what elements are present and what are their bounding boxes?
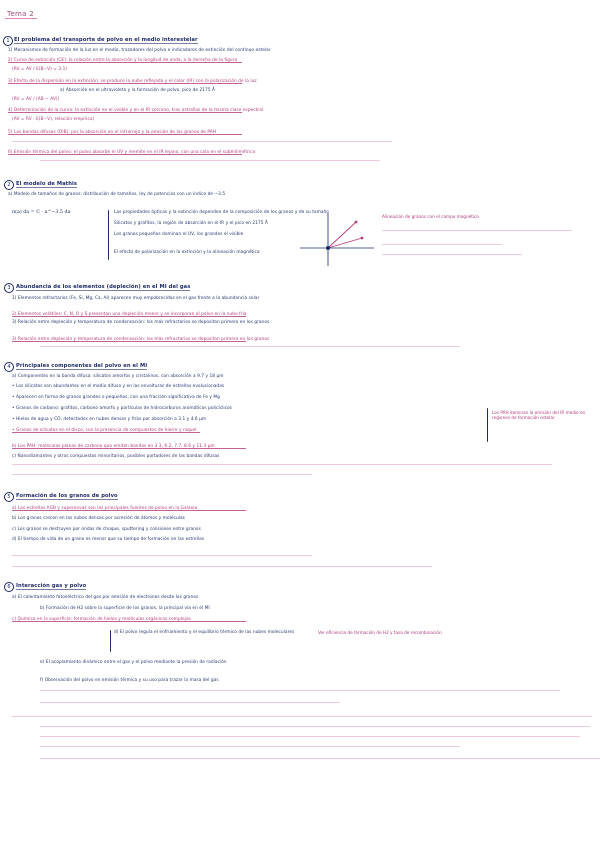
note-scribble — [40, 702, 340, 703]
section-number: 4 — [4, 362, 14, 372]
note-line: 1) Mecanismos de formación de la luz en el medio, trazadores del polvo e indicadores de extinción del continuo estelar — [8, 48, 271, 53]
note-line: a) Componentes en la banda difusa: silicatos amorfos y cristalinos, con absorción a 9.7 y 18 µm — [12, 374, 224, 379]
note-line: Los granos pequeños dominan el UV, los grandes el visible — [114, 232, 244, 237]
note-line: a) Las estrellas AGB y supernovas son las principales fuentes de polvo en la Galaxia — [12, 506, 597, 511]
note-scribble — [382, 230, 572, 231]
grain-alignment-diagram — [296, 208, 376, 268]
note-line: 2) Elementos volátiles: C, N, O y S presentan una depleción menor y se incorporan al polvo en la nube fría — [12, 312, 597, 317]
note-scribble — [382, 254, 522, 255]
note-line: 1) Elementos refractarios (Fe, Si, Mg, Ca, Al) aparecen muy empobrecidos en el gas frente a la abundancia solar — [12, 296, 260, 301]
note-scribble — [40, 726, 590, 727]
section-heading: Formación de los granos de polvo — [16, 493, 118, 499]
section-number: 1 — [3, 36, 13, 46]
note-line: 6) Emisión térmica del polvo: el polvo absorbe el UV y reemite en el IR lejano, con una cola en el submilimétrico — [8, 150, 593, 155]
brace — [487, 408, 488, 442]
note-line: 5) Las bandas difusas (DIB), por la absorción en el infrarrojo y la emisión de los granos de PAH — [8, 130, 593, 135]
diagram-label: Alineación de granos con el campo magnético — [382, 214, 479, 219]
section-number: 5 — [4, 492, 14, 502]
brace — [110, 630, 111, 652]
page-tag: Tema 2 — [5, 10, 37, 19]
note-line: f) Observación del polvo en emisión térmica y su uso para trazar la masa del gas — [40, 678, 219, 683]
note-scribble — [12, 716, 592, 717]
note-line: El efecto de polarización en la extinción y la alineación magnética — [114, 250, 260, 255]
note-line: b) Los PAH: moléculas planas de carbono que emiten bandas en 3.3, 6.2, 7.7, 8.6 y 11.3 µm — [12, 444, 597, 449]
note-line: 3) Relación entre depleción y temperatura de condensación: los más refractarios se depositan primero en los granos — [12, 320, 270, 325]
section-heading: El modelo de Mathis — [16, 181, 78, 187]
note-scribble — [12, 141, 392, 142]
note-scribble — [12, 566, 432, 567]
note-line: (AV = RV · E(B−V), relación empírica) — [12, 117, 95, 122]
note-scribble — [12, 474, 312, 475]
note-line: 2) Curva de extinción (CE): la relación entre la absorción y la longitud de onda, a la derecha de la figura — [8, 58, 593, 63]
note-line: • Los silicatos son abundantes en el medio difuso y en las envolturas de estrellas evolucionadas — [12, 384, 225, 389]
note-line: a) Absorción en el ultravioleta y la formación de polvo, pico de 2175 Å — [60, 88, 216, 93]
note-line: a) Modelo de tamaños de granos: distribución de tamaños, ley de potencias con un índice de −3.5 — [8, 192, 226, 197]
note-line: • Granos de silicatos en el disco, con la presencia de compuestos de hierro y níquel — [12, 428, 482, 433]
note-scribble — [40, 746, 460, 747]
note-line: Silicatos y grafitos, la región de absorción en el IR y el pico en 2175 Å — [114, 221, 268, 226]
section-heading: Interacción gas y polvo — [16, 583, 87, 589]
note-line: (RV = AV / E(B−V) = 3.1) — [12, 67, 68, 72]
section-heading: Principales componentes del polvo en el MI — [16, 363, 148, 369]
note-line: d) El polvo regula el enfriamiento y el equilibrio térmico de las nubes moleculares — [114, 630, 295, 635]
section-number: 2 — [4, 180, 14, 190]
note-line: 4) Determinación de la curva: la extinción en el visible y en el IR cercano, tras estrellas de la misma clase espectral — [8, 108, 593, 113]
note-line: • Granos de carbono: grafitos, carbono amorfo y partículas de hidrocarburos aromáticos policíclicos — [12, 406, 232, 411]
note-line: (RV = AV / (AB − AV)) — [12, 97, 60, 102]
note-line: c) Los granos se destruyen por ondas de choque, sputtering y colisiones entre granos — [12, 527, 201, 532]
section-heading: El problema del transporte de polvo en el medio interestelar — [14, 37, 198, 43]
section-heading: Abundancia de los elementos (depleción) en el MI del gas — [16, 284, 191, 290]
note-scribble — [12, 555, 312, 556]
note-line: • Aparecen en forma de granos grandes o pequeños, con una fracción significativa de Fe y Mg — [12, 395, 220, 400]
note-line: d) El tiempo de vida de un grano es menor que su tiempo de formación en las estrellas — [12, 537, 205, 542]
note-scribble — [40, 758, 600, 759]
note-scribble — [40, 736, 580, 737]
brace — [108, 210, 109, 260]
note-scribble — [40, 160, 380, 161]
formula: n(a) da = C · a^−3.5 da — [12, 210, 71, 215]
section-number: 3 — [4, 283, 14, 293]
note-line: • Hielos de agua y CO, detectados en nubes densas y frías por absorción a 3.1 y 4.6 µm — [12, 417, 207, 422]
note-line: 3) Efecto de la dispersión en la extinción: se produce la nube reflejada y el color (IR) con la polarización de la luz — [8, 79, 593, 84]
section-number: 6 — [4, 582, 14, 592]
side-note: Ver eficiencia de formación de H2 y tasa de recombinación — [318, 630, 442, 635]
note-line: b) Formación de H2 sobre la superficie de los granos, la principal vía en el MI — [40, 606, 210, 611]
note-line: Las propiedades ópticas y la extinción dependen de la composición de los granos y de su tamaño — [114, 210, 329, 215]
side-note: Los PAH dominan la emisión del IR medio en regiones de formación estelar — [492, 410, 586, 421]
note-line: c) Química en la superficie: formación de hielos y moléculas orgánicas complejas — [12, 617, 597, 622]
note-line: a) El calentamiento fotoeléctrico del gas por emisión de electrones desde los granos — [12, 595, 199, 600]
note-line: e) El acoplamiento dinámico entre el gas y el polvo mediante la presión de radiación — [40, 660, 227, 665]
note-scribble — [382, 244, 502, 245]
note-scribble — [12, 464, 552, 465]
note-line: b) Los granos crecen en las nubes densas por acreción de átomos y moléculas — [12, 516, 185, 521]
note-scribble — [40, 346, 460, 347]
note-scribble — [40, 690, 560, 691]
note-line: c) Nanodiamantes y otros compuestos minoritarios, posibles portadores de las bandas difusas — [12, 454, 220, 459]
note-line: 3) Relación entre depleción y temperatura de condensación: los más refractarios se depositan primero en los granos — [12, 337, 597, 342]
